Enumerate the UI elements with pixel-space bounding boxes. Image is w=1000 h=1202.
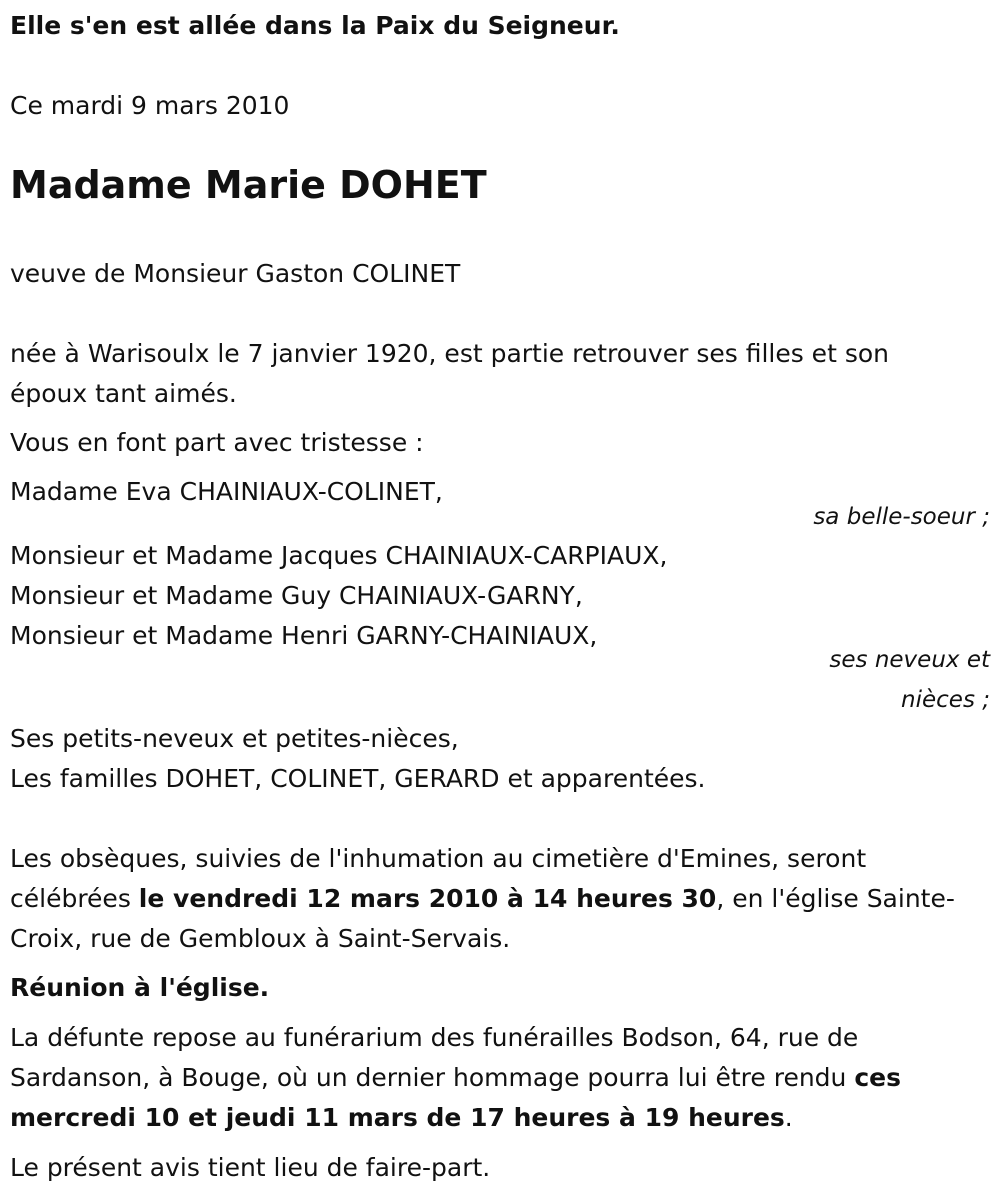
- family-grand-nephews: Ses petits-neveux et petites-nièces,: [10, 724, 459, 753]
- funeral-line-2-pre: célébrées: [10, 884, 139, 913]
- repose-visiting-hours: mercredi 10 et jeudi 11 mars de 17 heures à 19 heures: [10, 1103, 785, 1132]
- closing-line: Le présent avis tient lieu de faire-part.: [10, 1153, 491, 1182]
- opening-line: Elle s'en est allée dans la Paix du Seigneur.: [10, 11, 620, 40]
- relation-sister-in-law: sa belle-soeur ;: [813, 504, 990, 530]
- family-families: Les familles DOHET, COLINET, GERARD et apparentées.: [10, 764, 706, 793]
- repose-line-3-post: .: [784, 1103, 793, 1132]
- relation-nephews-2: nièces ;: [901, 687, 990, 713]
- repose-line-1: La défunte repose au funérarium des funérailles Bodson, 64, rue de: [10, 1023, 859, 1052]
- deceased-name: Madame Marie DOHET: [10, 163, 487, 207]
- repose-line-2-bold: ces: [854, 1063, 901, 1092]
- funeral-line-2-post: , en l'église Sainte-: [716, 884, 955, 913]
- funeral-line-2: [10, 879, 992, 919]
- family-nephew-2: Monsieur et Madame Guy CHAINIAUX-GARNY,: [10, 581, 583, 610]
- date-line: Ce mardi 9 mars 2010: [10, 91, 290, 120]
- family-sister-in-law: Madame Eva CHAINIAUX-COLINET,: [10, 477, 443, 506]
- birth-line-1: née à Warisoulx le 7 janvier 1920, est partie retrouver ses filles et son: [10, 339, 889, 368]
- repose-line-2-pre: Sardanson, à Bouge, où un dernier hommage pourra lui être rendu: [10, 1063, 855, 1092]
- family-nephew-1: Monsieur et Madame Jacques CHAINIAUX-CARPIAUX,: [10, 541, 668, 570]
- widow-of-line: veuve de Monsieur Gaston COLINET: [10, 259, 461, 288]
- birth-line-2: époux tant aimés.: [10, 379, 237, 408]
- meeting-line: Réunion à l'église.: [10, 973, 270, 1002]
- funeral-line-3: Croix, rue de Gembloux à Saint-Servais.: [10, 924, 511, 953]
- family-nephew-3: Monsieur et Madame Henri GARNY-CHAINIAUX,: [10, 621, 598, 650]
- repose-line-2: [10, 1058, 992, 1098]
- funeral-datetime: le vendredi 12 mars 2010 à 14 heures 30: [138, 884, 717, 913]
- announce-line: Vous en font part avec tristesse :: [10, 428, 424, 457]
- repose-line-3: [10, 1098, 992, 1138]
- funeral-line-1: Les obsèques, suivies de l'inhumation au cimetière d'Emines, seront: [10, 844, 867, 873]
- relation-nephews-1: ses neveux et: [829, 647, 990, 673]
